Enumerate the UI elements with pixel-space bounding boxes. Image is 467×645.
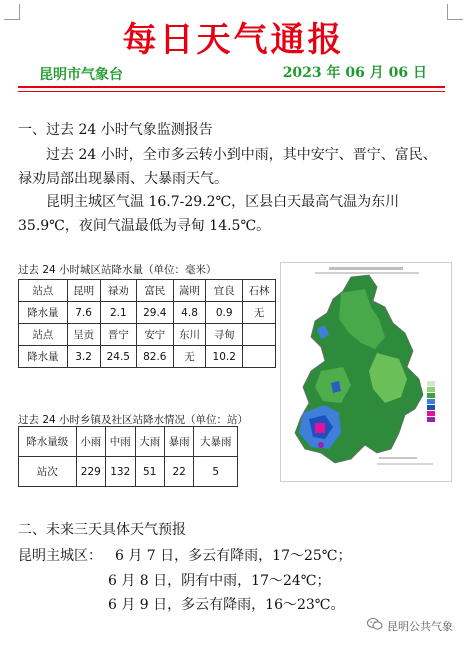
table-row — [19, 280, 276, 302]
table-cell: 禄劝 — [100, 280, 137, 302]
table-cell — [242, 346, 275, 368]
table-cell: 暴雨 — [164, 427, 193, 457]
table-cell: 安宁 — [137, 324, 174, 346]
table-cell: 嵩明 — [173, 280, 206, 302]
table-cell: 小雨 — [76, 427, 105, 457]
header-rule-thin — [18, 91, 445, 92]
township-rainfall-table — [18, 426, 238, 487]
table-cell: 2.1 — [100, 302, 137, 324]
section2-heading: 二、未来三天具体天气预报 — [18, 522, 186, 538]
table-cell: 29.4 — [137, 302, 174, 324]
table-cell: 229 — [76, 457, 105, 487]
table-row — [19, 302, 276, 324]
table-cell: 无 — [173, 346, 206, 368]
table-cell: 站次 — [19, 457, 77, 487]
table-cell: 东川 — [173, 324, 206, 346]
table-cell: 无 — [242, 302, 275, 324]
table-cell: 4.8 — [173, 302, 206, 324]
table-row — [19, 427, 238, 457]
table-cell: 宜良 — [206, 280, 243, 302]
table-cell — [242, 324, 275, 346]
section1-heading: 一、过去 24 小时气象监测报告 — [18, 122, 213, 138]
table-cell: 51 — [135, 457, 164, 487]
table-cell: 降水量 — [19, 302, 68, 324]
table-cell: 呈贡 — [67, 324, 100, 346]
table-cell: 中雨 — [106, 427, 135, 457]
watermark — [367, 617, 453, 634]
table-cell: 7.6 — [67, 302, 100, 324]
rainfall-distribution-map — [280, 262, 452, 482]
forecast-location-label: 昆明主城区： — [18, 548, 102, 564]
issuer-name: 昆明市气象台 — [39, 67, 123, 83]
table-cell: 132 — [106, 457, 135, 487]
table-row — [19, 346, 276, 368]
rainfall-map-image — [281, 263, 451, 481]
wechat-icon — [367, 617, 383, 634]
table-cell: 24.5 — [100, 346, 137, 368]
watermark-text: 昆明公共气象 — [387, 619, 453, 633]
header-rule — [18, 86, 445, 88]
table-cell: 昆明 — [67, 280, 100, 302]
table-cell: 寻甸 — [206, 324, 243, 346]
report-date: 2023 年 06 月 06 日 — [282, 65, 427, 81]
table-cell: 10.2 — [206, 346, 243, 368]
section1-paragraph-1: 过去 24 小时，全市多云转小到中雨，其中安宁、晋宁、富民、禄劝局部出现暴雨、大暴雨天气。 — [18, 147, 437, 187]
city-station-rainfall-table — [18, 279, 276, 368]
table-cell: 0.9 — [206, 302, 243, 324]
forecast-day-2: 6 月 8 日，阴有中雨，17～24℃； — [108, 573, 331, 589]
table1-caption: 过去 24 小时城区站降水量（单位：毫米） — [18, 264, 217, 276]
table-cell: 富民 — [137, 280, 174, 302]
table-cell: 82.6 — [137, 346, 174, 368]
table-cell: 大暴雨 — [194, 427, 238, 457]
table-row — [19, 324, 276, 346]
table-cell: 站点 — [19, 280, 68, 302]
table-cell: 降水量级 — [19, 427, 77, 457]
table-cell: 大雨 — [135, 427, 164, 457]
section1-paragraph-2: 昆明主城区气温 16.7-29.2℃，区县白天最高气温为东川 35.9℃，夜间气温最低为寻甸 14.5℃。 — [18, 194, 400, 234]
table-cell: 22 — [164, 457, 193, 487]
table-cell: 石林 — [242, 280, 275, 302]
table-cell: 3.2 — [67, 346, 100, 368]
table2-caption: 过去 24 小时乡镇及社区站降水情况（单位：站） — [18, 414, 249, 426]
forecast-day-1: 6 月 7 日，多云有降雨，17～25℃； — [115, 548, 352, 564]
table-cell: 降水量 — [19, 346, 68, 368]
table-row — [19, 457, 238, 487]
table-cell: 晋宁 — [100, 324, 137, 346]
forecast-day-3: 6 月 9 日，多云有降雨，16～23℃。 — [108, 597, 345, 613]
report-title: 每日天气通报 — [122, 20, 345, 60]
table-cell: 站点 — [19, 324, 68, 346]
table-cell: 5 — [194, 457, 238, 487]
